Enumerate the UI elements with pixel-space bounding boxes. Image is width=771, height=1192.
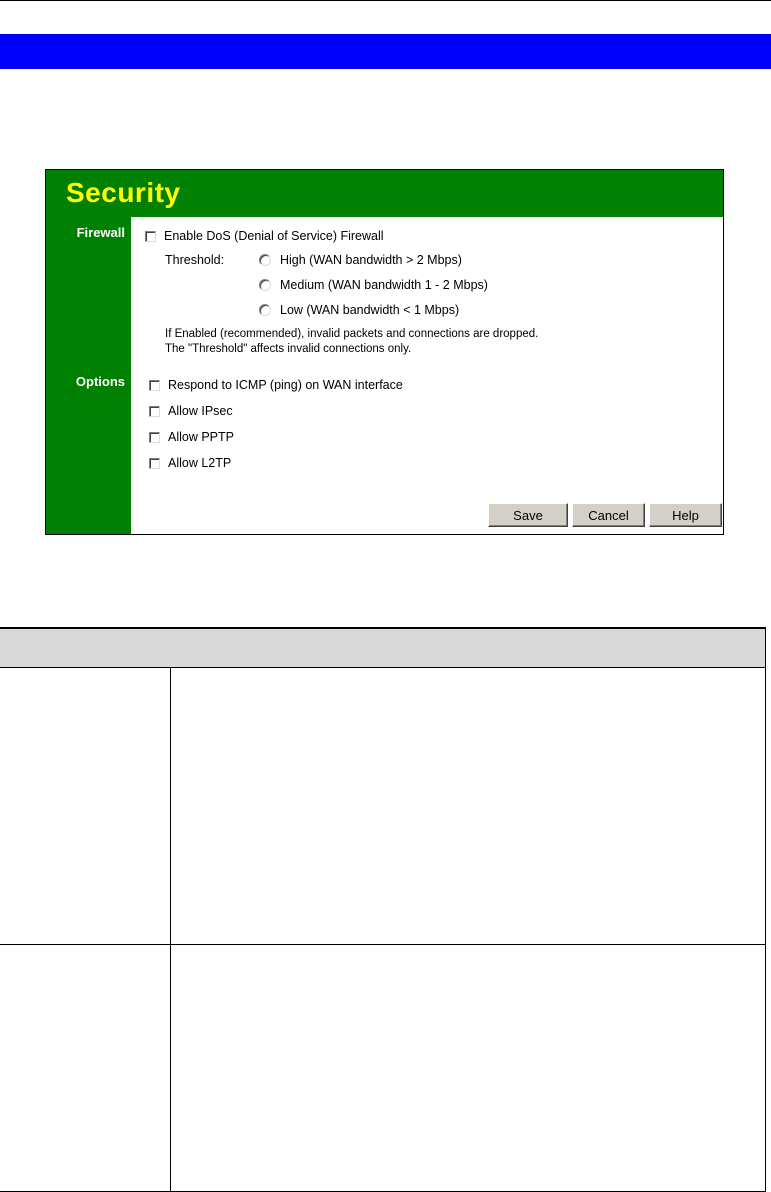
security-panel xyxy=(45,169,724,535)
l2tp-checkbox[interactable] xyxy=(149,458,160,469)
threshold-high-label: High (WAN bandwidth > 2 Mbps) xyxy=(280,253,462,267)
dos-firewall-row[interactable] xyxy=(145,229,384,243)
threshold-medium-row[interactable] xyxy=(259,278,488,292)
top-rule xyxy=(0,0,771,1)
ipsec-label: Allow IPsec xyxy=(168,404,233,418)
threshold-high-row[interactable] xyxy=(259,253,462,267)
ipsec-checkbox[interactable] xyxy=(149,406,160,417)
threshold-low-label: Low (WAN bandwidth < 1 Mbps) xyxy=(280,303,460,317)
dos-firewall-label: Enable DoS (Denial of Service) Firewall xyxy=(164,229,384,243)
dos-firewall-checkbox[interactable] xyxy=(145,231,156,242)
icmp-row[interactable] xyxy=(149,378,403,392)
firewall-note-line1: If Enabled (recommended), invalid packets and connections are dropped. xyxy=(165,328,539,340)
threshold-label: Threshold: xyxy=(165,253,225,267)
page-title: Security xyxy=(66,177,181,208)
pptp-checkbox[interactable] xyxy=(149,432,160,443)
description-table xyxy=(0,627,766,1192)
save-button[interactable]: Save xyxy=(488,503,568,527)
panel-sidebar xyxy=(46,217,131,534)
pptp-label: Allow PPTP xyxy=(168,430,234,444)
l2tp-row[interactable] xyxy=(149,456,231,470)
firewall-section-label: Firewall xyxy=(76,225,125,240)
firewall-note xyxy=(165,327,538,357)
threshold-medium-radio[interactable] xyxy=(259,279,271,291)
pptp-row[interactable] xyxy=(149,430,234,444)
threshold-low-row[interactable] xyxy=(259,303,459,317)
description-table-column-divider xyxy=(170,668,171,1192)
l2tp-label: Allow L2TP xyxy=(168,456,232,470)
icmp-checkbox[interactable] xyxy=(149,380,160,391)
panel-body xyxy=(131,217,723,534)
panel-header xyxy=(46,170,723,217)
description-table-row-divider xyxy=(0,944,765,945)
ipsec-row[interactable] xyxy=(149,404,233,418)
cancel-button[interactable]: Cancel xyxy=(572,503,645,527)
icmp-label: Respond to ICMP (ping) on WAN interface xyxy=(168,378,403,392)
firewall-note-line2: The "Threshold" affects invalid connections only. xyxy=(165,343,412,355)
options-section-label: Options xyxy=(75,374,125,389)
threshold-low-radio[interactable] xyxy=(259,304,271,316)
description-table-header xyxy=(0,629,765,668)
blue-header-bar xyxy=(0,34,771,69)
threshold-high-radio[interactable] xyxy=(259,254,271,266)
threshold-label-row xyxy=(165,253,224,267)
help-button[interactable]: Help xyxy=(649,503,722,527)
threshold-medium-label: Medium (WAN bandwidth 1 - 2 Mbps) xyxy=(280,278,488,292)
